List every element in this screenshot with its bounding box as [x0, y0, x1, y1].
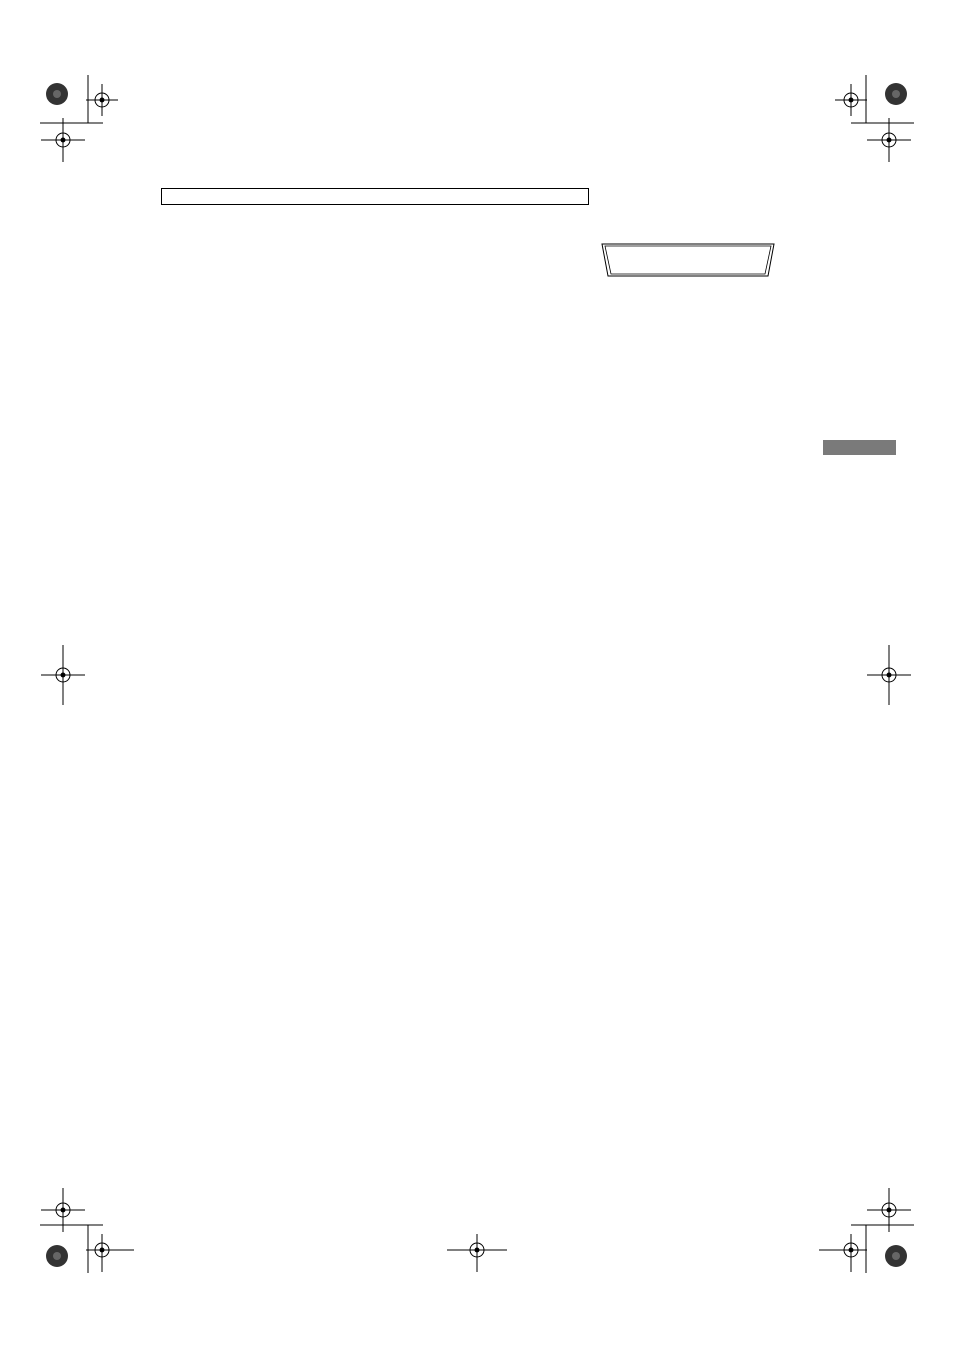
table-title: [162, 189, 589, 205]
connector-outer-shell: [602, 244, 774, 276]
dsub-25-connector-diagram: [600, 240, 778, 280]
section-side-label: [832, 468, 848, 648]
section-tab-marker: [823, 440, 896, 455]
connector-inner-shell: [605, 246, 771, 274]
unislot-pin-table: [161, 188, 589, 205]
